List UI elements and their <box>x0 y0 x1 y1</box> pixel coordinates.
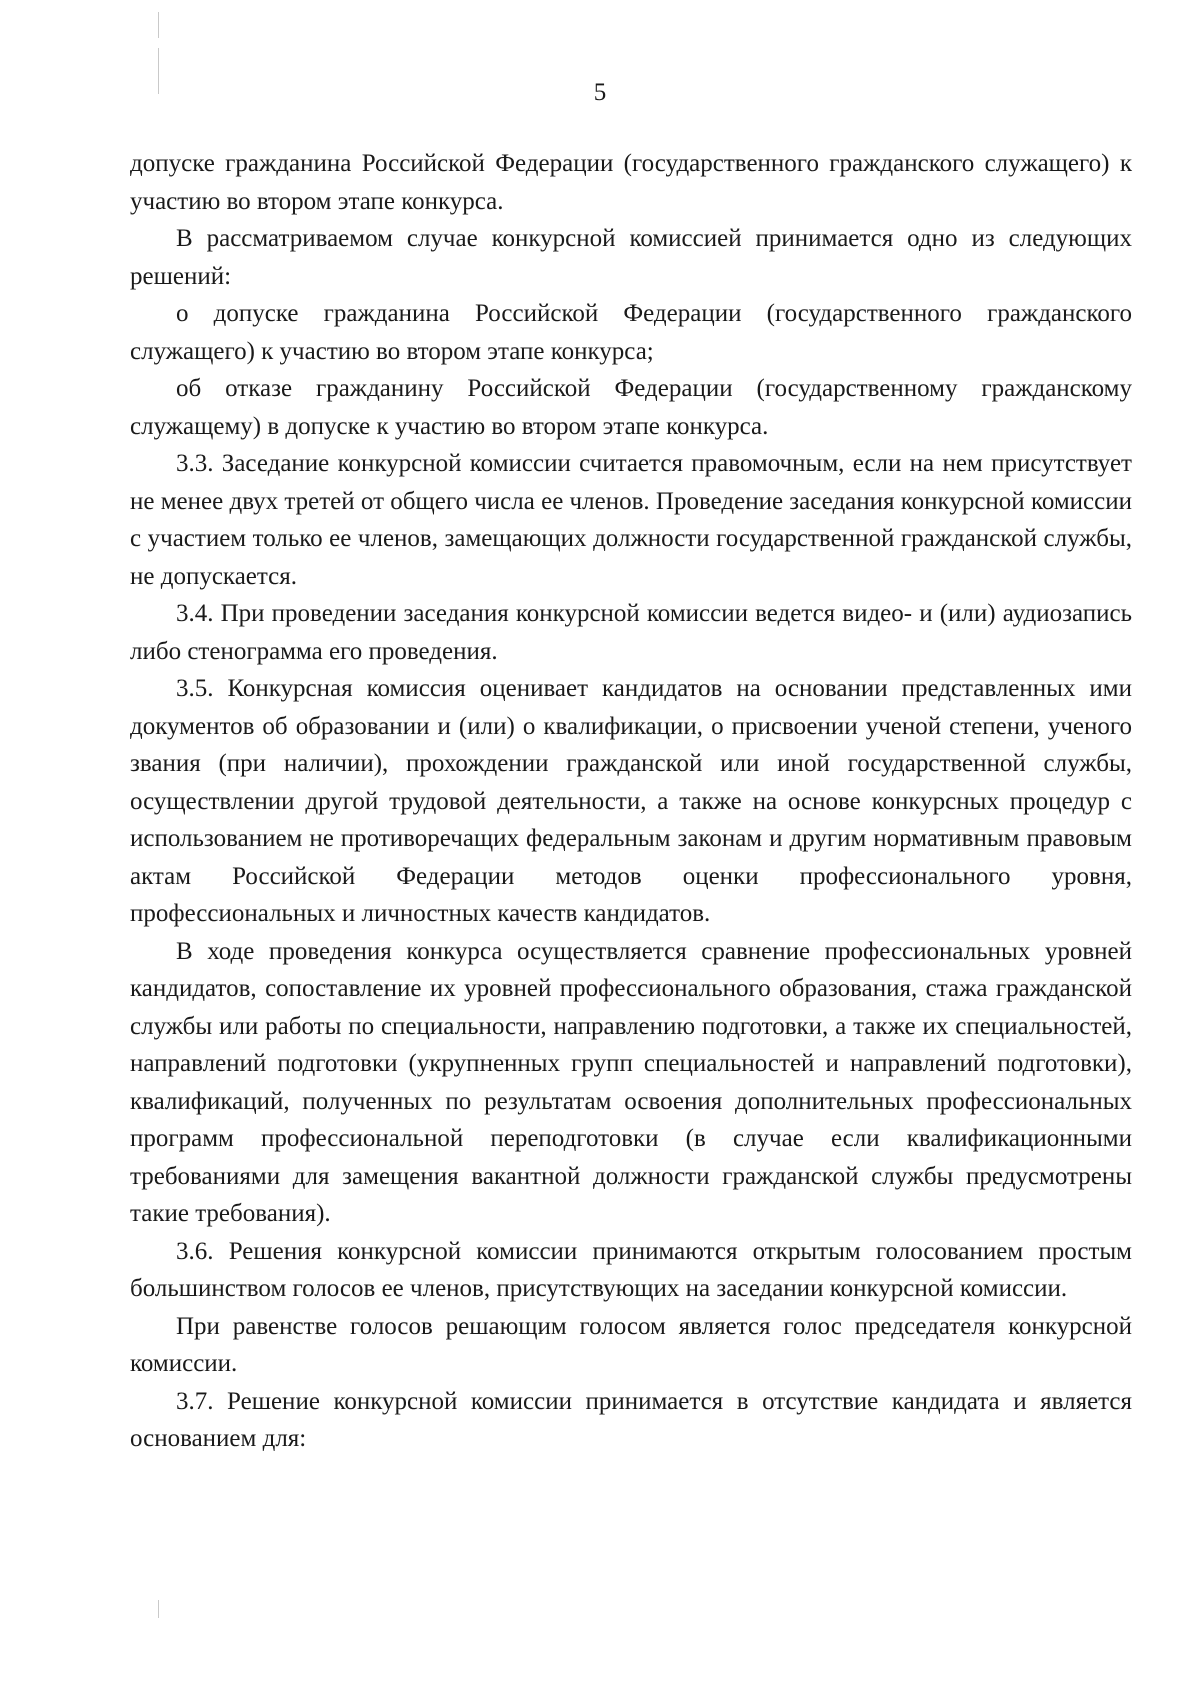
clause-3-5: 3.5. Конкурсная комиссия оценивает кандидатов на основании представленных ими документов об образовании и (или) о квалификации, о присвоении ученой степени, ученого звания (при наличии), прохождении гражданской или иной государственной службы, осуществлении другой трудовой деятельности, а также на основе конкурсных процедур с использованием не противоречащих федеральным законам и другим нормативным правовым актам Российской Федерации методов оценки профессионального уровня, профессиональных и личностных качеств кандидатов. <box>130 675 1132 927</box>
paragraph: В ходе проведения конкурса осуществляется сравнение профессиональных уровней кандидатов, сопоставление их уровней профессионального образования, стажа гражданской службы или работы по специальности, направлению подготовки, а также их специальностей, направлений подготовки (укрупненных групп специальностей и направлений подготовки), квалификаций, полученных по результатам освоения дополнительных профессиональных программ профессиональной переподготовки (в случае если квалификационными требованиями для замещения вакантной должности гражданской службы предусмотрены такие требования). <box>130 937 1132 1227</box>
clause-3-7: 3.7. Решение конкурсной комиссии принимается в отсутствие кандидата и является основанием для: <box>130 1387 1132 1452</box>
paragraph: При равенстве голосов решающим голосом является голос председателя конкурсной комиссии. <box>130 1312 1132 1377</box>
clause-3-3: 3.3. Заседание конкурсной комиссии считается правомочным, если на нем присутствует не менее двух третей от общего числа ее членов. Проведение заседания конкурсной комиссии с участием только ее членов, замещающих должности государственной гражданской службы, не допускается. <box>130 450 1132 590</box>
list-item-decision-admit: о допуске гражданина Российской Федерации (государственного гражданского служащего) к участию во втором этапе конкурса; <box>130 300 1132 365</box>
clause-3-4: 3.4. При проведении заседания конкурсной комиссии ведется видео- и (или) аудиозапись либо стенограмма его проведения. <box>130 600 1132 665</box>
paragraph: В рассматриваемом случае конкурсной комиссией принимается одно из следующих решений: <box>130 225 1132 290</box>
clause-3-6: 3.6. Решения конкурсной комиссии принимаются открытым голосованием простым большинством голосов ее членов, присутствующих на заседании конкурсной комиссии. <box>130 1237 1132 1302</box>
list-item-decision-refuse: об отказе гражданину Российской Федерации (государственному гражданскому служащему) в допуске к участию во втором этапе конкурса. <box>130 375 1132 440</box>
margin-mark <box>158 12 159 38</box>
paragraph-continuation: допуске гражданина Российской Федерации (государственного гражданского служащего) к участию во втором этапе конкурса. <box>130 150 1132 215</box>
document-body <box>130 145 1132 1458</box>
margin-mark <box>158 1600 159 1618</box>
page-number: 5 <box>593 79 607 106</box>
